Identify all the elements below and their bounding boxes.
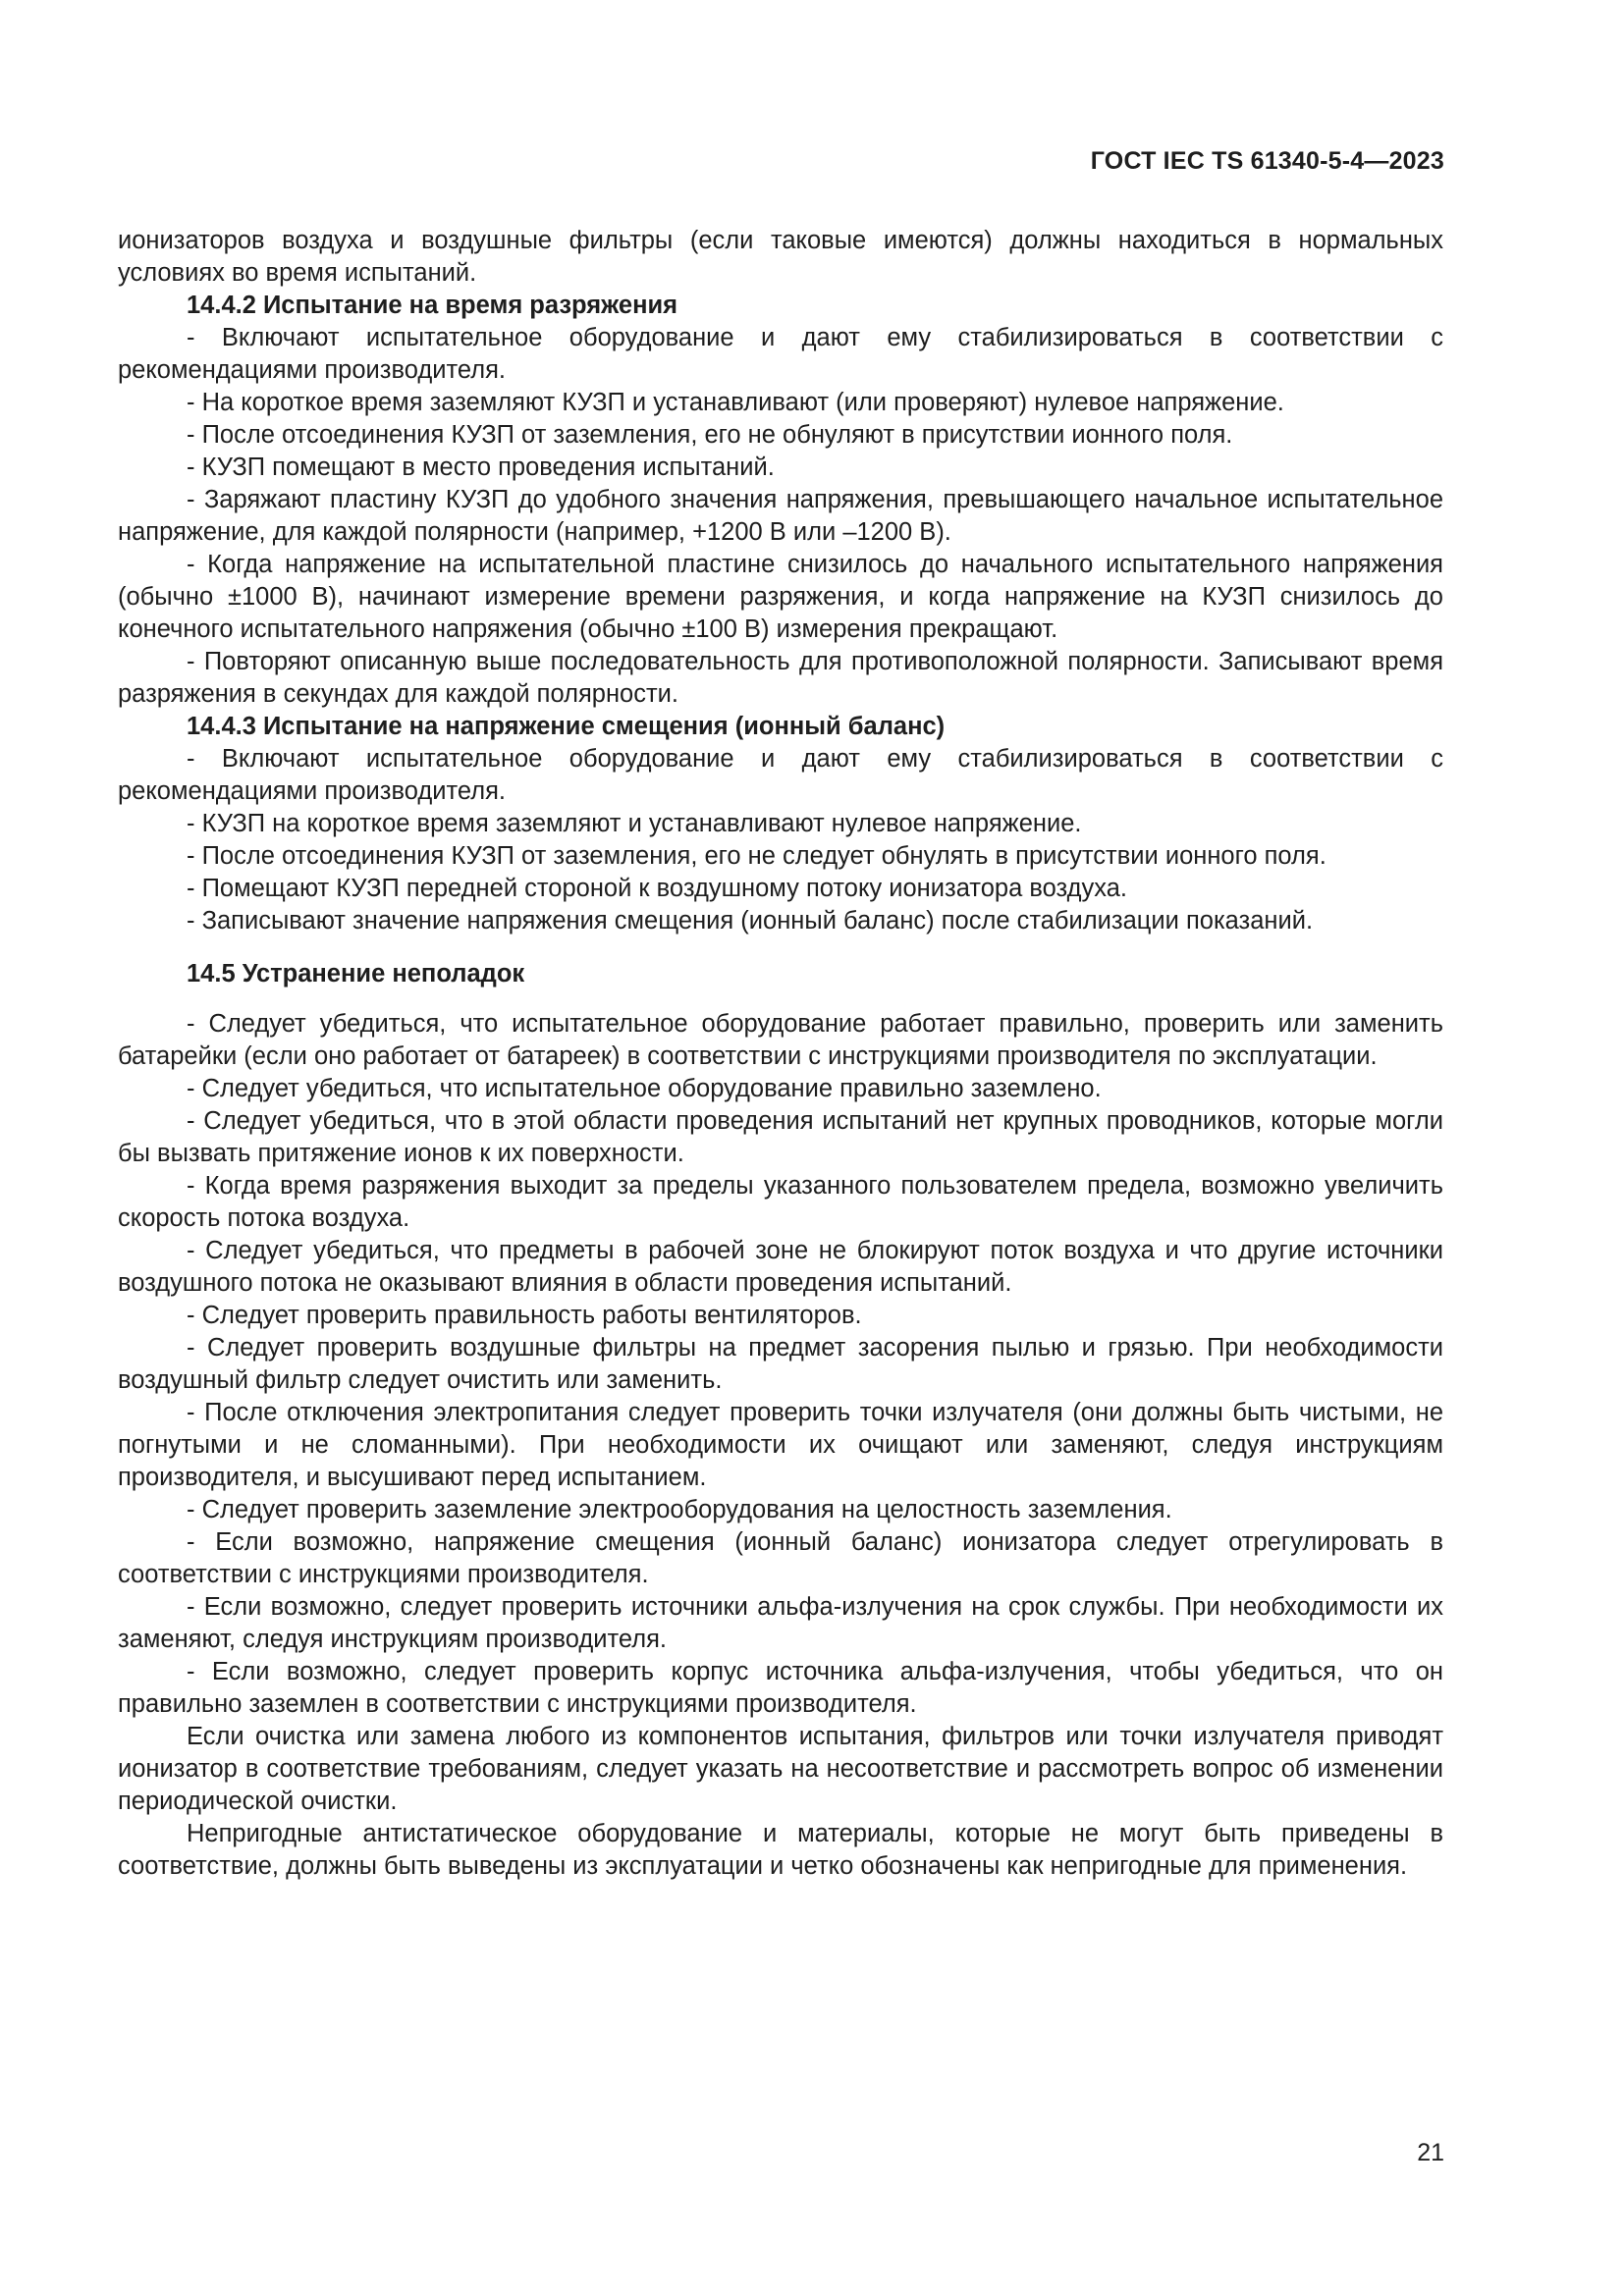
section-14-4-3-item: - Включают испытательное оборудование и дают ему стабилизироваться в соответствии с рекомендациями производителя. <box>118 745 1443 805</box>
section-14-5-item: - Следует убедиться, что испытательное оборудование работает правильно, проверить или заменить батарейки (если оно работает от батареек) в соответствии с инструкциями производителя по эксплуатации. <box>118 1010 1443 1070</box>
section-14-4-2-item: - Включают испытательное оборудование и дают ему стабилизироваться в соответствии с рекомендациями производителя. <box>118 324 1443 384</box>
section-14-5-item: - Следует убедиться, что предметы в рабочей зоне не блокируют поток воздуха и что другие источники воздушного потока не оказывают влияния в области проведения испытаний. <box>118 1237 1443 1297</box>
section-14-4-3-item: - Записывают значение напряжения смещения (ионный баланс) после стабилизации показаний. <box>187 907 1314 934</box>
section-14-5-item: - Следует проверить заземление электрооборудования на целостность заземления. <box>187 1496 1172 1523</box>
section-14-4-3-item: - После отсоединения КУЗП от заземления, его не следует обнулять в присутствии ионного поля. <box>187 842 1326 870</box>
section-14-5-item: - Когда время разряжения выходит за пределы указанного пользователем предела, возможно увеличить скорость потока воздуха. <box>118 1172 1443 1232</box>
section-14-4-2-item: - После отсоединения КУЗП от заземления, его не обнуляют в присутствии ионного поля. <box>187 421 1233 449</box>
section-14-5-paragraph: Если очистка или замена любого из компонентов испытания, фильтров или точки излучателя приводят ионизатор в соответствие требованиям, следует указать на несоответствие и рассмотреть вопрос об изменении периодической очистки. <box>118 1723 1443 1815</box>
section-14-4-2-item: - Когда напряжение на испытательной пластине снизилось до начального испытательного напряжения (обычно ±1000 В), начинают измерение времени разряжения, и когда напряжение на КУЗП снизилось до конечного испытательного напряжения (обычно ±100 В) измерения прекращают. <box>118 551 1443 643</box>
section-14-4-2-item: - Повторяют описанную выше последовательность для противоположной полярности. Записывают время разряжения в секундах для каждой полярности. <box>118 648 1443 708</box>
page-number: 21 <box>1417 2139 1444 2166</box>
section-14-5-item: - Следует убедиться, что испытательное оборудование правильно заземлено. <box>187 1075 1102 1102</box>
section-14-5-paragraph: Непригодные антистатическое оборудование и материалы, которые не могут быть приведены в соответствие, должны быть выведены из эксплуатации и четко обозначены как непригодные для применения. <box>118 1820 1443 1880</box>
section-14-4-3-item: - Помещают КУЗП передней стороной к воздушному потоку ионизатора воздуха. <box>187 875 1127 902</box>
document-header-id: ГОСТ IEC TS 61340-5-4—2023 <box>1090 147 1444 175</box>
section-14-5-item: - Если возможно, следует проверить корпус источника альфа-излучения, чтобы убедиться, что он правильно заземлен в соответствии с инструкциями производителя. <box>118 1658 1443 1718</box>
section-14-4-3-item: - КУЗП на короткое время заземляют и устанавливают нулевое напряжение. <box>187 810 1082 837</box>
section-14-4-3-heading: 14.4.3 Испытание на напряжение смещения (ионный баланс) <box>187 713 946 740</box>
section-14-5-item: - Следует проверить правильность работы вентиляторов. <box>187 1302 862 1329</box>
section-14-5-item: - Следует проверить воздушные фильтры на предмет засорения пылью и грязью. При необходимости воздушный фильтр следует очистить или заменить. <box>118 1334 1443 1394</box>
section-14-5-item: - Следует убедиться, что в этой области проведения испытаний нет крупных проводников, которые могли бы вызвать притяжение ионов к их поверхности. <box>118 1107 1443 1167</box>
section-14-5-item: - Если возможно, напряжение смещения (ионный баланс) ионизатора следует отрегулировать в соответствии с инструкциями производителя. <box>118 1528 1443 1588</box>
section-14-5-item: - Если возможно, следует проверить источники альфа-излучения на срок службы. При необходимости их заменяют, следуя инструкциям производителя. <box>118 1593 1443 1653</box>
section-14-4-2-item: - На короткое время заземляют КУЗП и устанавливают (или проверяют) нулевое напряжение. <box>187 389 1284 416</box>
section-14-4-2-item: - КУЗП помещают в место проведения испытаний. <box>187 454 775 481</box>
section-14-5-heading: 14.5 Устранение неполадок <box>187 960 525 988</box>
document-body <box>118 225 1443 1883</box>
section-14-4-2-heading: 14.4.2 Испытание на время разряжения <box>187 292 678 319</box>
intro-paragraph: ионизаторов воздуха и воздушные фильтры (если таковые имеются) должны находиться в нормальных условиях во время испытаний. <box>118 227 1443 287</box>
section-14-4-2-item: - Заряжают пластину КУЗП до удобного значения напряжения, превышающего начальное испытательное напряжение, для каждой полярности (например, +1200 В или –1200 В). <box>118 486 1443 546</box>
section-14-5-item: - После отключения электропитания следует проверить точки излучателя (они должны быть чистыми, не погнутыми и не сломанными). При необходимости их очищают или заменяют, следуя инструкциям производителя, и высушивают перед испытанием. <box>118 1399 1443 1491</box>
